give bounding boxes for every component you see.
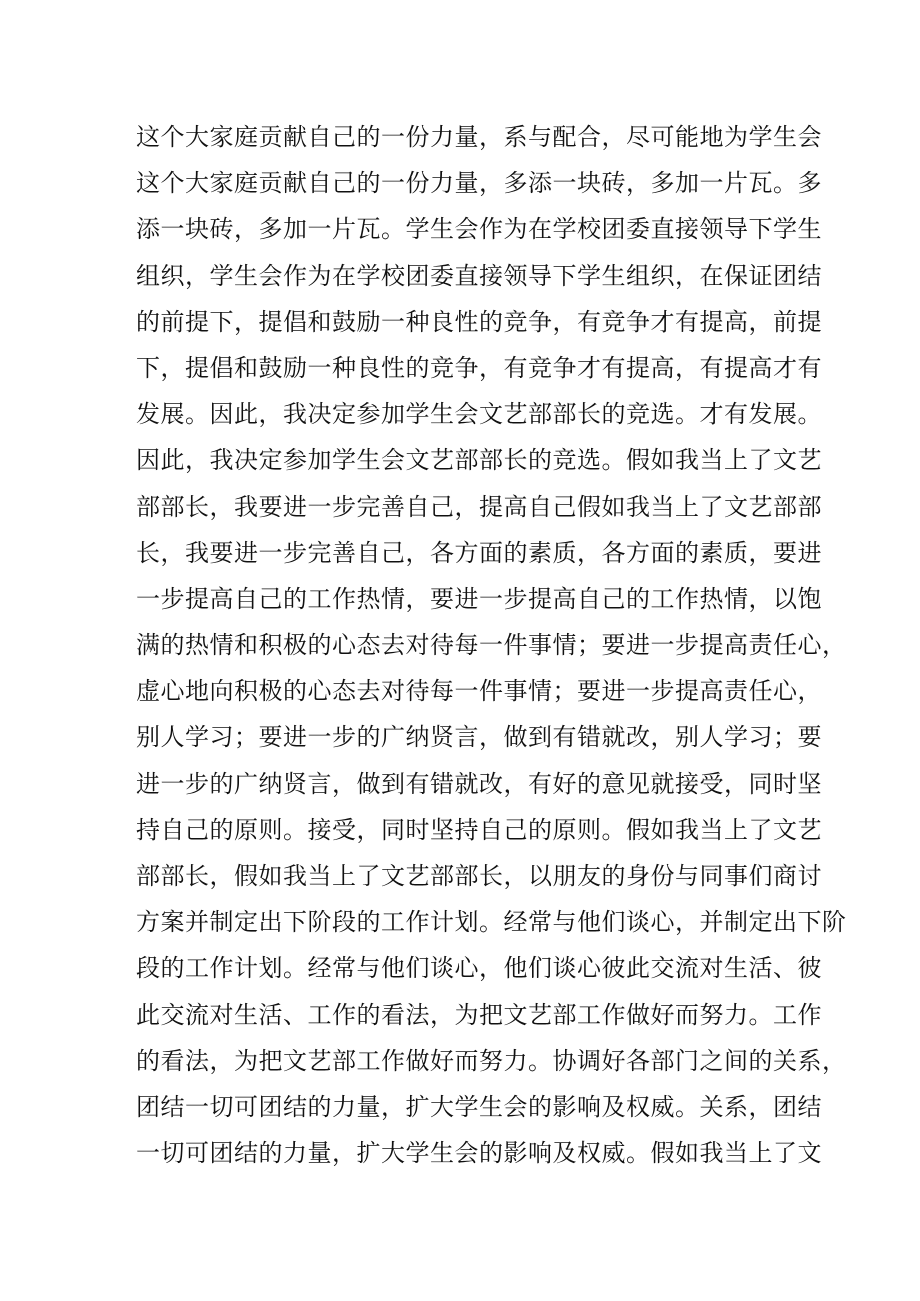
text-line: 部部长，假如我当上了文艺部部长，以朋友的身份与同事们商讨 — [136, 862, 822, 890]
text-line: 部部长，我要进一步完善自己，提高自己假如我当上了文艺部部 — [136, 492, 822, 521]
text-line: 一切可团结的力量，扩大学生会的影响及权威。假如我当上了文 — [136, 1139, 822, 1168]
text-line: 团结一切可团结的力量，扩大学生会的影响及权威。关系，团结 — [136, 1092, 822, 1121]
text-line: 此交流对生活、工作的看法，为把文艺部工作做好而努力。工作 — [136, 1000, 822, 1029]
text-line: 组织，学生会作为在学校团委直接领导下学生组织，在保证团结 — [136, 261, 822, 290]
text-line: 添一块砖，多加一片瓦。学生会作为在学校团委直接领导下学生 — [136, 215, 822, 244]
text-line: 这个大家庭贡献自己的一份力量，系与配合，尽可能地为学生会 — [136, 123, 822, 151]
text-line: 的看法，为把文艺部工作做好而努力。协调好各部门之间的关系， — [136, 1046, 847, 1075]
text-line: 长，我要进一步完善自己，各方面的素质，各方面的素质，要进 — [136, 538, 822, 567]
text-line: 下，提倡和鼓励一种良性的竞争，有竞争才有提高，有提高才有 — [136, 353, 822, 382]
text-line: 进一步的广纳贤言，做到有错就改，有好的意见就接受，同时坚 — [136, 769, 822, 798]
text-line: 的前提下，提倡和鼓励一种良性的竞争，有竞争才有提高，前提 — [136, 307, 822, 336]
text-line: 虚心地向积极的心态去对待每一件事情；要进一步提高责任心， — [136, 677, 822, 706]
text-line: 一步提高自己的工作热情，要进一步提高自己的工作热情，以饱 — [136, 584, 822, 613]
text-line: 满的热情和积极的心态去对待每一件事情；要进一步提高责任心， — [136, 631, 847, 660]
body-text — [136, 114, 847, 1176]
text-line: 发展。因此，我决定参加学生会文艺部部长的竞选。才有发展。 — [136, 400, 822, 429]
text-line: 别人学习；要进一步的广纳贤言，做到有错就改，别人学习；要 — [136, 723, 822, 752]
text-line: 段的工作计划。经常与他们谈心，他们谈心彼此交流对生活、彼 — [136, 954, 822, 983]
text-line: 因此，我决定参加学生会文艺部部长的竞选。假如我当上了文艺 — [136, 446, 822, 475]
text-line: 方案并制定出下阶段的工作计划。经常与他们谈心，并制定出下阶 — [136, 908, 847, 937]
text-line: 这个大家庭贡献自己的一份力量，多添一块砖，多加一片瓦。多 — [136, 169, 822, 198]
text-line: 持自己的原则。接受，同时坚持自己的原则。假如我当上了文艺 — [136, 815, 822, 844]
